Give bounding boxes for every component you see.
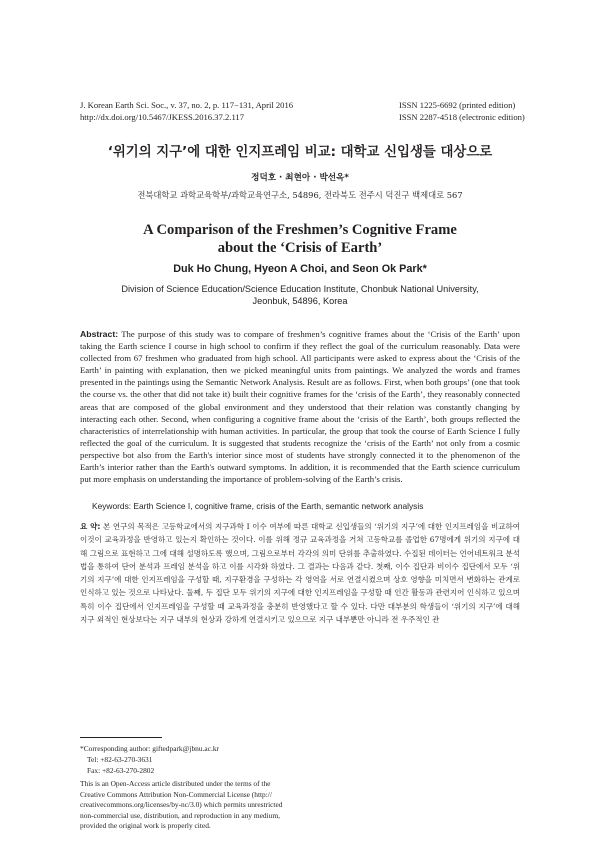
license-line: creativecommons.org/licenses/by-nc/3.0) which permits unrestricted: [80, 800, 283, 810]
open-access-notice: [80, 779, 285, 832]
korean-title: ‘위기의 지구’에 대한 인지프레임 비교: 대학교 신입생들 대상으로: [107, 145, 493, 160]
issn-print: ISSN 1225-6692 (printed edition): [399, 100, 516, 110]
abstract: [80, 328, 520, 485]
english-title-line-1: A Comparison of the Freshmen’s Cognitive Frame: [143, 222, 457, 238]
english-authors: Duk Ho Chung, Hyeon A Choi, and Seon Ok Park*: [173, 263, 427, 275]
issn-electronic: ISSN 2287-4518 (electronic edition): [399, 112, 525, 123]
phone-number: Tel: +82-63-270-3631: [87, 755, 153, 764]
fax-number: Fax: +82-63-270-2802: [87, 766, 155, 775]
english-affiliation-line-1: Division of Science Education/Science Education Institute, Chonbuk National University,: [121, 284, 479, 294]
issn-block: [399, 99, 525, 124]
korean-abstract-text: 본 연구의 목적은 고등학교에서의 지구과학 I 이수 여부에 따른 대학교 신입생들의 ‘위기의 지구’에 대한 인지프레임을 비교하여 이것이 교육과정을 반영하고 있는지 확인하는 것이다. 이를 위해 정규 교육과정을 거쳐 고등학교를 졸업한 67명에게 위기의 지구에 대해 그림으로 표현하고 그에 대해 설명하도록 했으며, 그림으로부터 각각의 의미 단위를 추출하였다. 수집된 데이터는 언어네트워크 분석법을 통하여 단어 분석과 프레임 분석을 하고 이를 시각화 하였다. 그 결과는 다음과 같다. 첫째, 이수 집단과 비이수 집단에서 모두 ‘위기의 지구’에 대한 인지프레임을 구성할 때, 지구환경을 구성하는 각 영역을 서로 연결시켰으며 상호 영향을 미치면서 변화하는 관계로 인식하고 있는 것으로 나타났다. 둘째, 두 집단 모두 위기의 지구에 대한 인지프레임을 구성할 때 인간 활동과 관련지어 인식하고 있으며 특히 이수 집단에서 인지프레임을 구성할 때 교육과정을 충분히 반영했다고 할 수 있다. 다만 대부분의 학생들이 ‘위기의 지구’에 대해 지구 외적인 현상보다는 지구 내부의 현상과 강하게 연결시키고 있으므로 지구 내부뿐만 아니라 전 우주적인 관: [80, 522, 520, 625]
english-title: [0, 221, 600, 257]
english-affiliation: [80, 283, 520, 307]
license-line: This is an Open-Access article distributed under the terms of the: [80, 779, 271, 788]
journal-header: [80, 99, 293, 124]
korean-authors: 정덕호 · 최현아 · 박선옥*: [251, 173, 349, 183]
abstract-label: Abstract:: [80, 329, 119, 339]
correspondence-note: [80, 743, 219, 776]
corresponding-author[interactable]: *Corresponding author: giftedpark@jbnu.ac.kr: [80, 744, 219, 753]
footnote-divider: [80, 737, 162, 738]
journal-citation: J. Korean Earth Sci. Soc., v. 37, no. 2, p. 117−131, April 2016: [80, 100, 294, 110]
license-line: non-commercial use, distribution, and reproduction in any medium,: [80, 810, 280, 820]
keywords: Keywords: Earth Science I, cognitive frame, crisis of the Earth, semantic network analysis: [92, 501, 424, 511]
abstract-text: The purpose of this study was to compare of freshmen’s cognitive frames about the ‘Crisis of the Earth’ upon taking the Earth science I course in high school to confirm if they reflect the goal of the curriculum reasonably. Data were collected from 67 freshmen who graduated from high school. All participants were asked to express about the ‘Crisis of the Earth’ in painting with explanation, then we picked meaningful units from paintings. We analyzed the words and frames presented in the paintings using the Semantic Network Analysis. Result are as follows. First, when both groups’ (one that took the course vs. the other that did not take it) built their cognitive frames for the ‘crisis of the Earth’, they reasonably connected areas that are composed of the global environment and they understood that their relation was constantly changing by interacting each other. Second, when configuring a cognitive frame about the ‘crisis of the Earth’, both groups reflected the characteristics of interrelationship with human activities. In particular, the group that took the course of Earth Science I fully reflected the goal of the curriculum. It is suggested that students recognize the ‘crisis of the Earth’ not only from a cosmic perspective bot also from the Earth's interior since most of students have strongly connected it to the phenomenon of the Earth’s interior rather than the Earth's outward symptoms. In addition, it is recommended that the Earth science curriculum put more emphasis on understanding the importance of problem-solving of the Earth’s crisis.: [80, 329, 520, 485]
korean-abstract-label: 요 약:: [80, 522, 101, 531]
license-line: provided the original work is properly cited.: [80, 821, 211, 831]
korean-abstract: [80, 520, 520, 626]
doi-link[interactable]: http://dx.doi.org/10.5467/JKESS.2016.37.2.117: [80, 112, 245, 123]
english-title-line-2: about the ‘Crisis of Earth’: [217, 240, 383, 256]
korean-affiliation: 전북대학교 과학교육학부/과학교육연구소, 54896, 전라북도 전주시 덕진구 백제대로 567: [137, 190, 463, 200]
english-affiliation-line-2: Jeonbuk, 54896, Korea: [252, 296, 348, 307]
license-line: Creative Commons Attribution Non-Commercial License (http://: [80, 789, 272, 799]
